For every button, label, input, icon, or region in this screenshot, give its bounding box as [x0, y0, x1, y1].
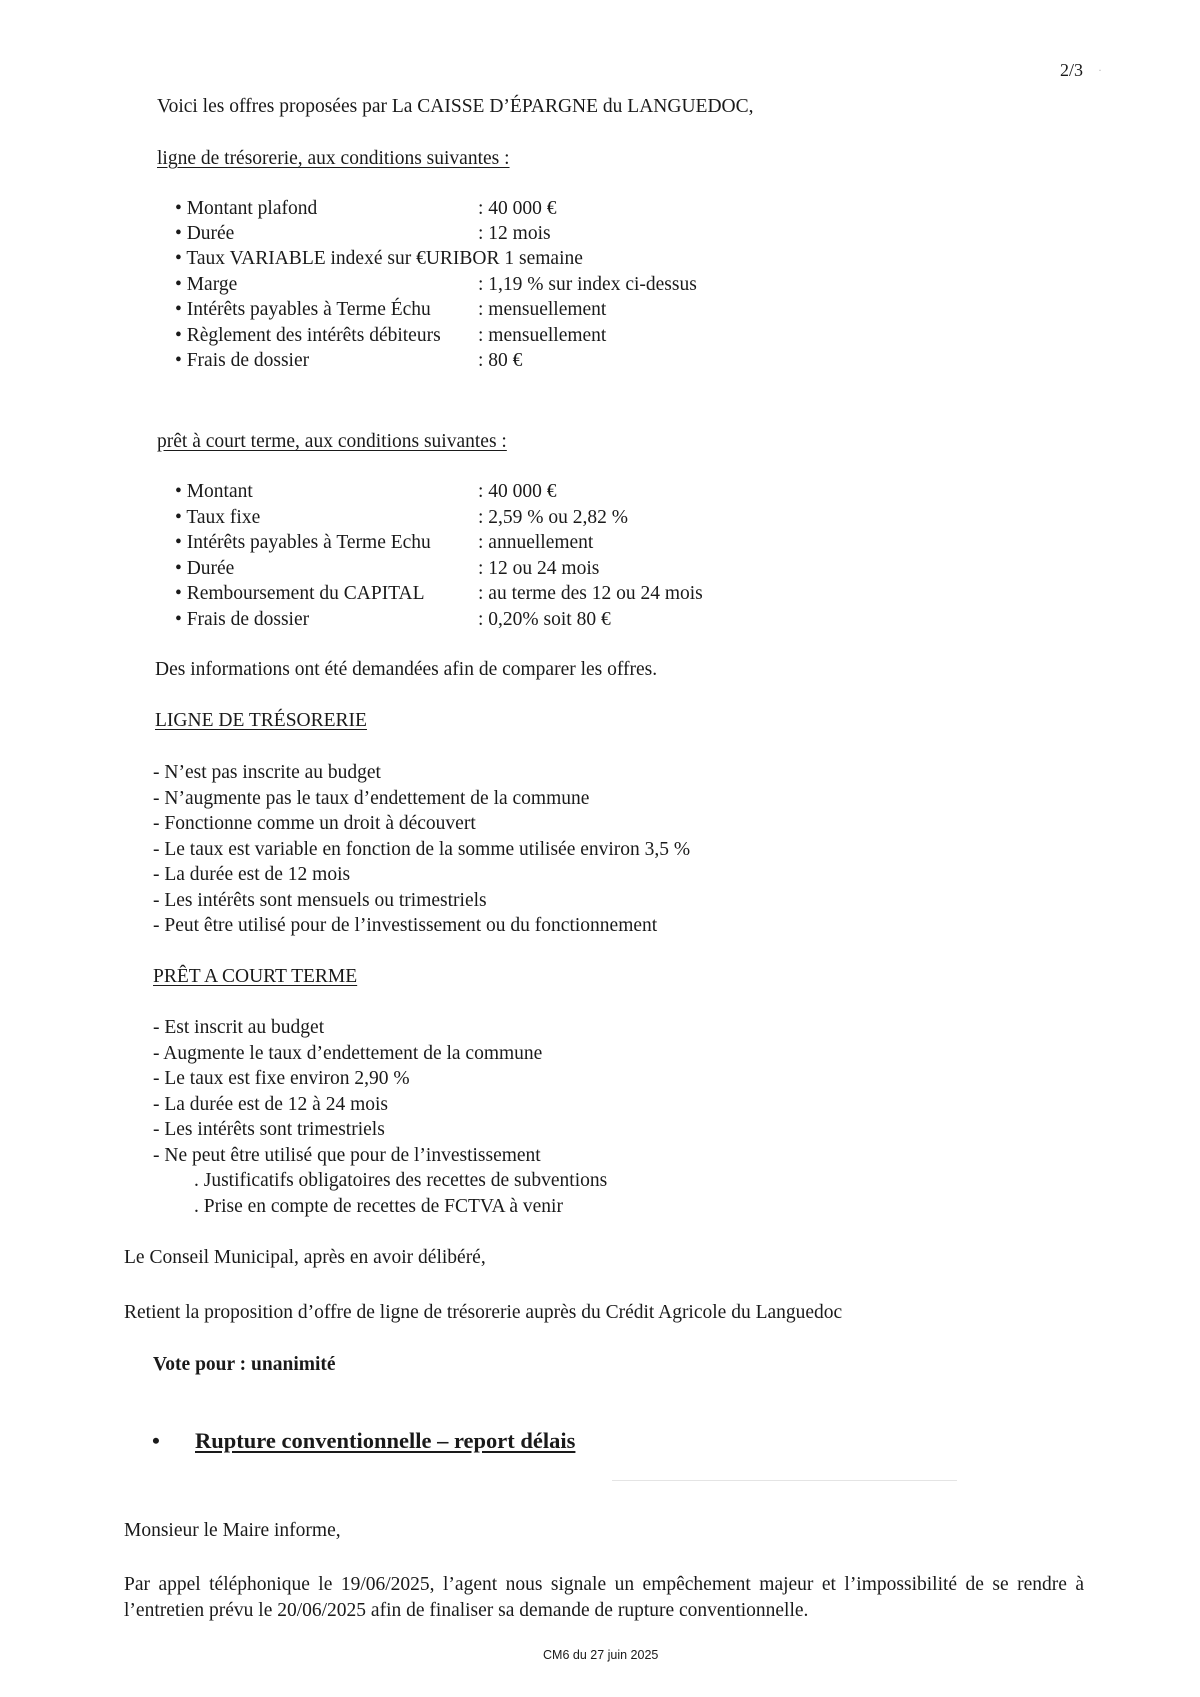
- info-line: Des informations ont été demandées afin de comparer les offres.: [155, 659, 658, 680]
- offer1-row-label: • Intérêts payables à Terme Échu: [175, 299, 431, 320]
- margin-mark: ·: [1098, 63, 1102, 77]
- list-item: - Fonctionne comme un droit à découvert: [153, 813, 476, 834]
- section-bullet: •: [152, 1428, 160, 1453]
- section-title: Rupture conventionnelle – report délais: [195, 1428, 576, 1453]
- footer: CM6 du 27 juin 2025: [543, 1648, 659, 1662]
- offer2-row-value: : 40 000 €: [478, 481, 557, 502]
- offer1-row-value: : 40 000 €: [478, 198, 557, 219]
- offer2-row-label: • Intérêts payables à Terme Echu: [175, 532, 431, 553]
- offer2-row-label: • Taux fixe: [175, 507, 261, 528]
- council-line: Le Conseil Municipal, après en avoir délibéré,: [124, 1247, 486, 1268]
- vote-line: Vote pour : unanimité: [153, 1354, 336, 1375]
- list-item: - Les intérêts sont mensuels ou trimestriels: [153, 890, 487, 911]
- list-item: - Les intérêts sont trimestriels: [153, 1119, 385, 1140]
- list-item: - La durée est de 12 à 24 mois: [153, 1094, 389, 1115]
- offer1-row-value: : 80 €: [478, 350, 523, 371]
- offer2-row-label: • Durée: [175, 558, 235, 579]
- offer1-row-value: : mensuellement: [478, 325, 607, 346]
- offer1-row-label: • Montant plafond: [175, 198, 318, 219]
- list-item: - Le taux est variable en fonction de la somme utilisée environ 3,5 %: [153, 839, 691, 860]
- intro-line: Voici les offres proposées par La CAISSE D’ÉPARGNE du LANGUEDOC,: [157, 96, 754, 117]
- page-number: 2/3: [1060, 60, 1084, 80]
- pret-heading: PRÊT A COURT TERME: [153, 966, 358, 987]
- offer2-row-label: • Remboursement du CAPITAL: [175, 583, 425, 604]
- offer2-row-value: : 2,59 % ou 2,82 %: [478, 507, 629, 528]
- list-item: - Le taux est fixe environ 2,90 %: [153, 1068, 410, 1089]
- offer1-row-label: • Marge: [175, 274, 238, 295]
- maire-line: Monsieur le Maire informe,: [124, 1520, 341, 1541]
- offer1-heading: ligne de trésorerie, aux conditions suivantes :: [157, 148, 510, 169]
- list-item: - N’est pas inscrite au budget: [153, 762, 381, 783]
- offer2-row-value: : 0,20% soit 80 €: [478, 609, 611, 630]
- list-subitem: . Justificatifs obligatoires des recettes de subventions: [194, 1170, 608, 1191]
- offer1-row-label: • Frais de dossier: [175, 350, 310, 371]
- list-item: - Augmente le taux d’endettement de la commune: [153, 1043, 543, 1064]
- list-subitem: . Prise en compte de recettes de FCTVA à venir: [194, 1196, 563, 1217]
- decision-line: Retient la proposition d’offre de ligne de trésorerie auprès du Crédit Agricole du Languedoc: [124, 1302, 843, 1323]
- list-item: - Ne peut être utilisé que pour de l’investissement: [153, 1145, 541, 1166]
- offer1-row-value: : 1,19 % sur index ci-dessus: [478, 274, 697, 295]
- ligne-heading: LIGNE DE TRÉSORERIE: [155, 710, 367, 731]
- offer2-row-value: : 12 ou 24 mois: [478, 558, 600, 579]
- offer1-row-label: • Taux VARIABLE indexé sur €URIBOR 1 semaine: [175, 248, 583, 269]
- offer2-row-label: • Frais de dossier: [175, 609, 310, 630]
- offer2-heading: prêt à court terme, aux conditions suivantes :: [157, 431, 507, 452]
- body-paragraph: Par appel téléphonique le 19/06/2025, l’agent nous signale un empêchement majeur et l’impossibilité de se rendre à l’entretien prévu le 20/06/2025 afin de finaliser sa demande de rupture conventionnelle.: [124, 1574, 1084, 1621]
- list-item: - La durée est de 12 mois: [153, 864, 351, 885]
- offer1-row-value: : 12 mois: [478, 223, 551, 244]
- list-item: - Est inscrit au budget: [153, 1017, 325, 1038]
- offer2-row-label: • Montant: [175, 481, 253, 502]
- list-item: - N’augmente pas le taux d’endettement de la commune: [153, 788, 590, 809]
- list-item: - Peut être utilisé pour de l’investissement ou du fonctionnement: [153, 915, 658, 936]
- offer1-row-label: • Règlement des intérêts débiteurs: [175, 325, 441, 346]
- offer1-row-label: • Durée: [175, 223, 235, 244]
- offer2-row-value: : au terme des 12 ou 24 mois: [478, 583, 703, 604]
- offer2-row-value: : annuellement: [478, 532, 594, 553]
- divider: [612, 1480, 957, 1481]
- offer1-row-value: : mensuellement: [478, 299, 607, 320]
